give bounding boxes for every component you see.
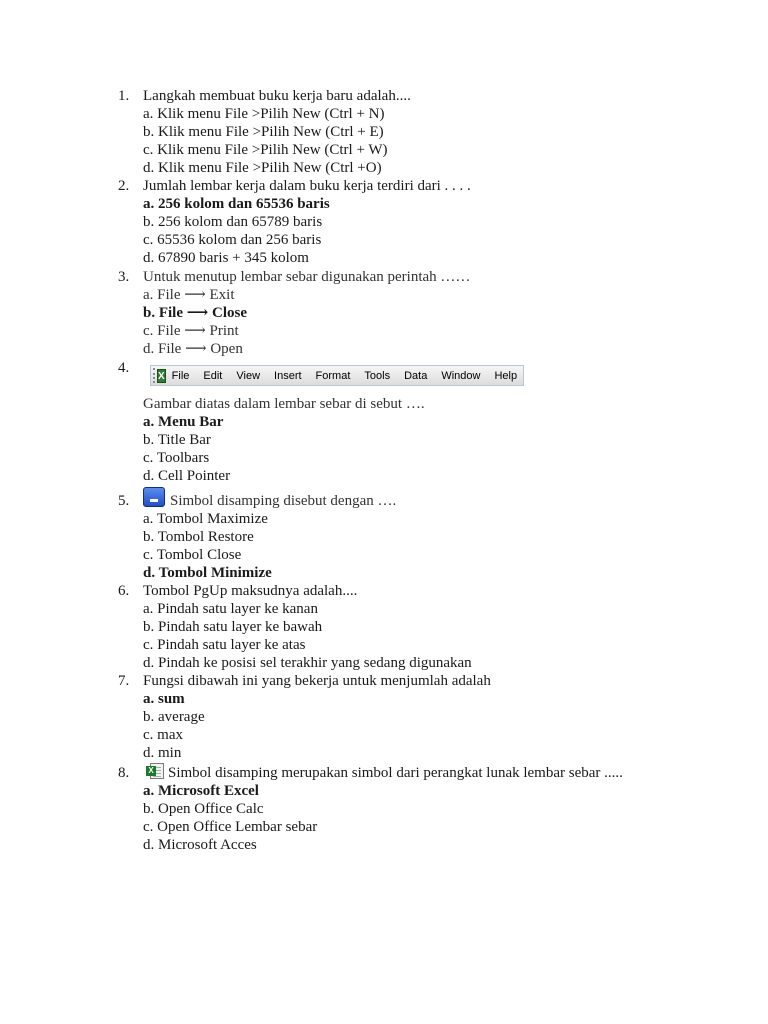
question-number: 3. — [118, 269, 130, 285]
option: b. Open Office Calc — [143, 801, 264, 817]
option: d. File ⟶ Open — [143, 341, 243, 357]
option-answer: a. sum — [143, 691, 185, 707]
minimize-button-icon — [143, 487, 165, 507]
option: b. average — [143, 709, 205, 725]
option: d. 67890 baris + 345 kolom — [143, 250, 309, 266]
option: c. max — [143, 727, 183, 743]
question-text: Tombol PgUp maksudnya adalah.... — [143, 583, 358, 599]
option: a. Tombol Maximize — [143, 511, 268, 527]
option: d. Cell Pointer — [143, 468, 231, 484]
question-text: Fungsi dibawah ini yang bekerja untuk menjumlah adalah — [143, 673, 491, 689]
option: c. 65536 kolom dan 256 baris — [143, 232, 322, 248]
option-answer: a. 256 kolom dan 65536 baris — [143, 196, 330, 212]
menu-item-edit: Edit — [203, 369, 223, 382]
option: b. Klik menu File >Pilih New (Ctrl + E) — [143, 124, 384, 140]
option-answer: b. File ⟶ Close — [143, 305, 247, 321]
question-text: Gambar diatas dalam lembar sebar di sebut …. — [143, 396, 425, 412]
option-answer: a. Menu Bar — [143, 414, 224, 430]
question-number: 7. — [118, 673, 130, 689]
option: c. Toolbars — [143, 450, 210, 466]
menu-item-window: Window — [441, 369, 481, 382]
excel-icon: X — [146, 763, 164, 779]
option: d. Klik menu File >Pilih New (Ctrl +O) — [143, 160, 382, 176]
option: c. Tombol Close — [143, 547, 242, 563]
question-number: 1. — [118, 88, 130, 104]
menu-item-insert: Insert — [274, 369, 302, 382]
option: b. 256 kolom dan 65789 baris — [143, 214, 323, 230]
option: a. Pindah satu layer ke kanan — [143, 601, 318, 617]
menu-item-view: View — [236, 369, 261, 382]
option: a. Klik menu File >Pilih New (Ctrl + N) — [143, 106, 385, 122]
question-text: Simbol disamping merupakan simbol dari perangkat lunak lembar sebar ..... — [168, 765, 623, 781]
option: b. Tombol Restore — [143, 529, 254, 545]
option-answer: d. Tombol Minimize — [143, 565, 272, 581]
option: b. Title Bar — [143, 432, 211, 448]
excel-menu-bar-image — [150, 365, 524, 386]
menu-item-tools: Tools — [364, 369, 391, 382]
menu-item-file: File — [171, 369, 190, 382]
option: a. File ⟶ Exit — [143, 287, 235, 303]
question-number: 4. — [118, 360, 130, 376]
toolbar-grip-icon — [153, 368, 155, 383]
option: c. Pindah satu layer ke atas — [143, 637, 306, 653]
question-text: Langkah membuat buku kerja baru adalah.... — [143, 88, 411, 104]
question-text: Jumlah lembar kerja dalam buku kerja terdiri dari . . . . — [143, 178, 471, 194]
question-number: 2. — [118, 178, 130, 194]
question-text: Untuk menutup lembar sebar digunakan perintah …… — [143, 269, 471, 285]
menu-item-data: Data — [404, 369, 428, 382]
question-number: 8. — [118, 765, 130, 781]
option: c. File ⟶ Print — [143, 323, 239, 339]
menu-item-help: Help — [494, 369, 518, 382]
option-answer: a. Microsoft Excel — [143, 783, 259, 799]
option: d. Microsoft Acces — [143, 837, 257, 853]
option: d. Pindah ke posisi sel terakhir yang sedang digunakan — [143, 655, 472, 671]
option: c. Klik menu File >Pilih New (Ctrl + W) — [143, 142, 388, 158]
option: b. Pindah satu layer ke bawah — [143, 619, 323, 635]
option: c. Open Office Lembar sebar — [143, 819, 318, 835]
question-text: Simbol disamping disebut dengan …. — [170, 493, 397, 509]
menu-item-format: Format — [315, 369, 351, 382]
question-number: 6. — [118, 583, 130, 599]
question-number: 5. — [118, 493, 130, 509]
excel-icon: X — [158, 370, 165, 382]
option: d. min — [143, 745, 182, 761]
